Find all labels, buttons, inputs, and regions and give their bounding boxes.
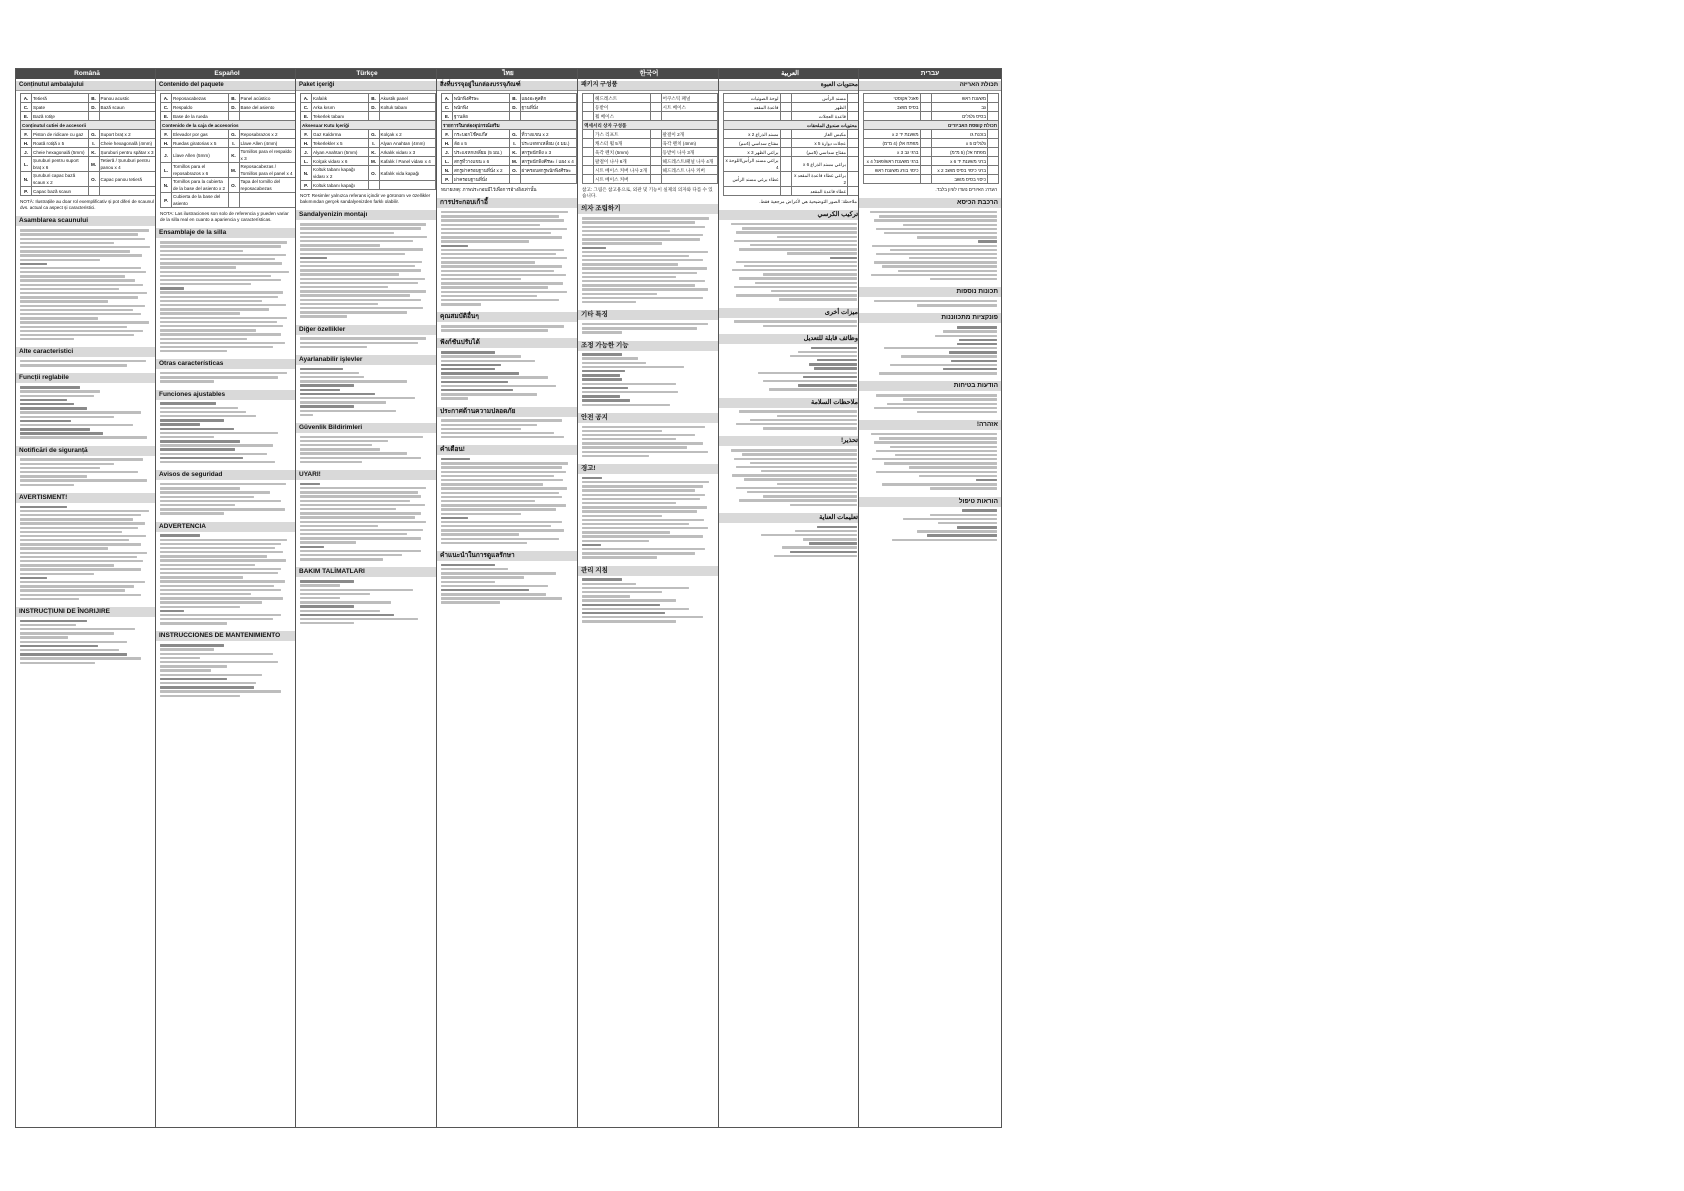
section-heading: คำแนะนำในการดูแลรักษา [437,551,579,561]
manual-column-korean [577,68,721,1128]
parts-table: مسند الرأس لوحة الصوتيات الظهر قاعدة المقعد قاعدة العجلات محتويات صندوق الملحقات مكبس الغاز مسند الذراع x 2 عجلات دوارة x 5 مفتاح سداسي (4مم) مفتاح سداسي (5مم) براغي الظهر x 3 براغي مسند الذراع x 6 براغي مسند الرأس/اللوحة x 4 براغي غطاء قاعدة المقعد x 2 غطاء برغي مسند الرأس غطاء قاعدة المقعد [725,95,857,194]
section-heading: Diğer özellikler [296,325,438,335]
section-heading: Alte caracteristici [16,347,158,357]
illustration-note: הערה: האיורים נועדו לעיון בלבד. [935,187,997,192]
package-contents-title: תכולת האריזה [859,81,1001,91]
section-heading: Funcții reglabile [16,373,158,383]
section-heading: Ayarlanabilir işlevler [296,355,438,365]
manual-column-hebrew [858,68,1002,1128]
accessory-box-title: Aksesuar Kutu İçeriği [301,121,436,130]
section-heading: BAKIM TALİMATLARI [296,567,438,577]
column-language-header: Română [16,69,158,79]
section-heading: ملاحظات السلامة [719,398,861,408]
section-heading: تعليمات العناية [719,513,861,523]
section-heading: ميزات أخرى [719,308,861,318]
section-heading: تركيب الكرسي [719,210,861,220]
section-heading: การประกอบเก้าอี้ [437,198,579,208]
section-heading: 기타 특징 [578,310,720,320]
section-heading: הרכבת הכיסא [859,198,1001,208]
section-heading: אזהרה! [859,420,1001,430]
parts-table: 헤드레스트 어쿠스틱 패널 등받이 시트 베이스 휠 베이스 액세서리 상자 구성품 가스 리프트 팔걸이 2개 캐스터 휠 5개 육각 렌치 (4mm) 육각 렌치 (5mm) 등받이 나사 3개 팔걸이 나사 6개 헤드레스트/패널 나사 4개 시트 베이스 커버 나사 2개 헤드레스트 나사 커버 시트 베이스 커버 [582,93,718,184]
section-heading: INSTRUCȚIUNI DE ÎNGRIJIRE [16,607,158,617]
section-heading: Otras características [156,359,298,369]
column-language-header: Türkçe [296,69,438,79]
section-heading: وظائف قابلة للتعديل [719,334,861,344]
package-contents-title: Paket içeriği [296,81,438,91]
parts-table: A. Reposacabezas B. Panel acústico C. Respaldo D. Base del asiento E. Base de la rueda Contenido de la caja de accesorios F. Elevador por gas G. Reposabrazos x 2 H. Ruedas giratorias x 5 I. Llave Allen (4mm) J. Llave Allen (5mm) K. Tornillos para el respaldo x 3 L. Tornillos para el reposabrazos x 6 M. Reposacabezas / Tornillos para el panel x 4 N. Tornillos para la cubierta de la base del asiento x 2 O. Tapa del tornillo del reposacabezas P. Cubierta de la base del asiento [160,93,296,208]
illustration-note: NOT: Resimler yalnızca referans içindir ve görünüm ve özellikler bakımından gerçek sandalyenizden farklı olabilir. [300,193,431,205]
manual-column-turkish [295,68,439,1128]
section-heading: 안전 공지 [578,413,720,423]
section-heading: 의자 조립하기 [578,204,720,214]
section-heading: 관리 지침 [578,566,720,576]
section-heading: Notificări de siguranță [16,446,158,456]
section-heading: הודעות בטיחות [859,381,1001,391]
parts-table: A. พนักพิงศีรษะ B. แผงอะคูสติก C. พนักพิง D. ฐานที่นั่ง E. ฐานล้อ รายการในกล่องอุปกรณ์เสริม F. กระบอกโช๊คแก๊ส G. ที่วางแขน x 2 H. ล้อ x 5 I. ประแจหกเหลี่ยม (4 มม.) J. ประแจหกเหลี่ยม (5 มม.) K. สกรูพนักพิง x 3 L. สกรูที่วางแขน x 6 M. สกรูพนักพิงศีรษะ / แผง x 4 N. สกรูฝาครอบฐานที่นั่ง x 2 O. ฝาครอบสกรูพนักพิงศีรษะ P. ฝาครอบฐานที่นั่ง [441,93,577,184]
column-language-header: ไทย [437,69,579,79]
section-heading: Ensamblaje de la silla [156,228,298,238]
section-heading: תכונות נוספות [859,287,1001,297]
package-contents-title: محتويات العبوة [719,81,861,91]
accessory-box-title: תכולת קופסת האביזרים [864,121,999,130]
accessory-box-title: Conținutul cutiei de accesorii [21,121,156,130]
section-heading: تحذير! [719,436,861,446]
accessory-box-title: 액세서리 상자 구성품 [583,121,718,130]
section-heading: Funciones ajustables [156,390,298,400]
section-heading: Avisos de seguridad [156,470,298,480]
package-contents-title: Contenido del paquete [156,81,298,91]
section-heading: UYARI! [296,470,438,480]
section-heading: 조정 가능한 기능 [578,341,720,351]
column-language-header: 한국어 [578,69,720,79]
column-language-header: Español [156,69,298,79]
column-language-header: العربية [719,69,861,79]
section-heading: INSTRUCCIONES DE MANTENIMIENTO [156,631,298,641]
section-heading: Güvenlik Bildirimleri [296,423,438,433]
section-heading: Sandalyenizin montajı [296,210,438,220]
section-heading: คุณสมบัติอื่นๆ [437,312,579,322]
section-heading: ประกาศด้านความปลอดภัย [437,407,579,417]
section-heading: คำเตือน! [437,445,579,455]
assembly-steps-text [16,226,158,343]
illustration-note: 참고: 그림은 참고용으로, 외관 및 기능이 실제의 의자와 다를 수 있습니다. [582,187,713,199]
illustration-note: ملاحظة: الصور التوضيحية هي لأغراض مرجعية فقط. [759,199,857,204]
manual-column-romanian [15,68,159,1128]
section-heading: ADVERTENCIA [156,522,298,532]
illustration-note: NOTĂ: Ilustrațiile au doar rol exemplificativ și pot diferi de scaunul dvs. actual ca aspect și caracteristici. [20,199,154,211]
parts-table: A. Kafalık B. Akustik panel C. Arka kısım D. Koltuk tabanı E. Tekerlek tabanı Aksesuar Kutu İçeriği F. Gaz Kaldırma G. Kolçak x 2 H. Tekerlekler x 5 I. Alyan Anahtarı (4mm) J. Alyan Anahtarı (5mm) K. Arkalık vidası x 3 L. Kolçak vidası x 6 M. Kafalık / Panel vidası x 4 N. Koltuk tabanı kapağı vidası x 2 O. Kafalık vida kapağı P. Koltuk tabanı kapağı [300,93,436,190]
illustration-note: NOTA: Las ilustraciones son solo de referencia y pueden variar de la silla real en cuanto a apariencia y características. [160,211,289,223]
column-language-header: עברית [859,69,1001,79]
parts-table: A. Tetieră B. Panou acustic C. Spate D. Bază scaun E. Bază rotiţe Conținutul cutiei de accesorii F. Piston de ridicare cu gaz G. Suport braț x 2 H. Roată rotiță x 5 I. Cheie hexagonală (4mm) J. Cheie hexagonală (5mm) K. Șuruburi pentru spătar x 3 L. Șuruburi pentru suport braț x 6 M. Tetieră / Șuruburi pentru panou x 4 N. Șuruburi capac bază scaun x 2 O. Capac panou tetieră P. Capac bază scaun [22,95,154,194]
illustration-note: หมายเหตุ: ภาพประกอบมีไว้เพื่อการอ้างอิงเท่านั้น [441,187,537,192]
package-contents-title: 패키지 구성품 [578,81,720,91]
accessory-box-title: Contenido de la caja de accesorios [161,121,296,130]
section-heading: 경고! [578,464,720,474]
package-contents-title: สิ่งที่บรรจุอยู่ในกล่องบรรจุภัณฑ์ [437,81,579,91]
section-heading: הוראות טיפול [859,497,1001,507]
parts-table: משענת ראש פאנל אקוסטי גב בסיס מושב בסיס גלגלים תכולת קופסת האביזרים בוכנת גז משענת יד x 2 גלגלים x 5 מפתח אלן (4 מ"מ) מפתח אלן (5 מ"מ) ברגי גב x 3 ברגי משענת יד x 6 ברגי משענת ראש/פאנל x 4 ברגי כיסוי בסיס מושב x 2 כיסוי בורג משענת ראש כיסוי בסיס מושב [863,93,999,184]
manual-column-spanish [155,68,299,1128]
manual-column-arabic [718,68,862,1128]
accessory-box-title: รายการในกล่องอุปกรณ์เสริม [442,121,577,130]
accessory-box-title: محتويات صندوق الملحقات [724,121,859,130]
section-heading: AVERTISMENT! [16,493,158,503]
section-heading: פונקציות מתכווננות [859,313,1001,323]
package-contents-title: Conținutul ambalajului [16,81,158,91]
section-heading: Asamblarea scaunului [16,216,158,226]
manual-column-thai [436,68,580,1128]
section-heading: ฟังก์ชันปรับได้ [437,338,579,348]
